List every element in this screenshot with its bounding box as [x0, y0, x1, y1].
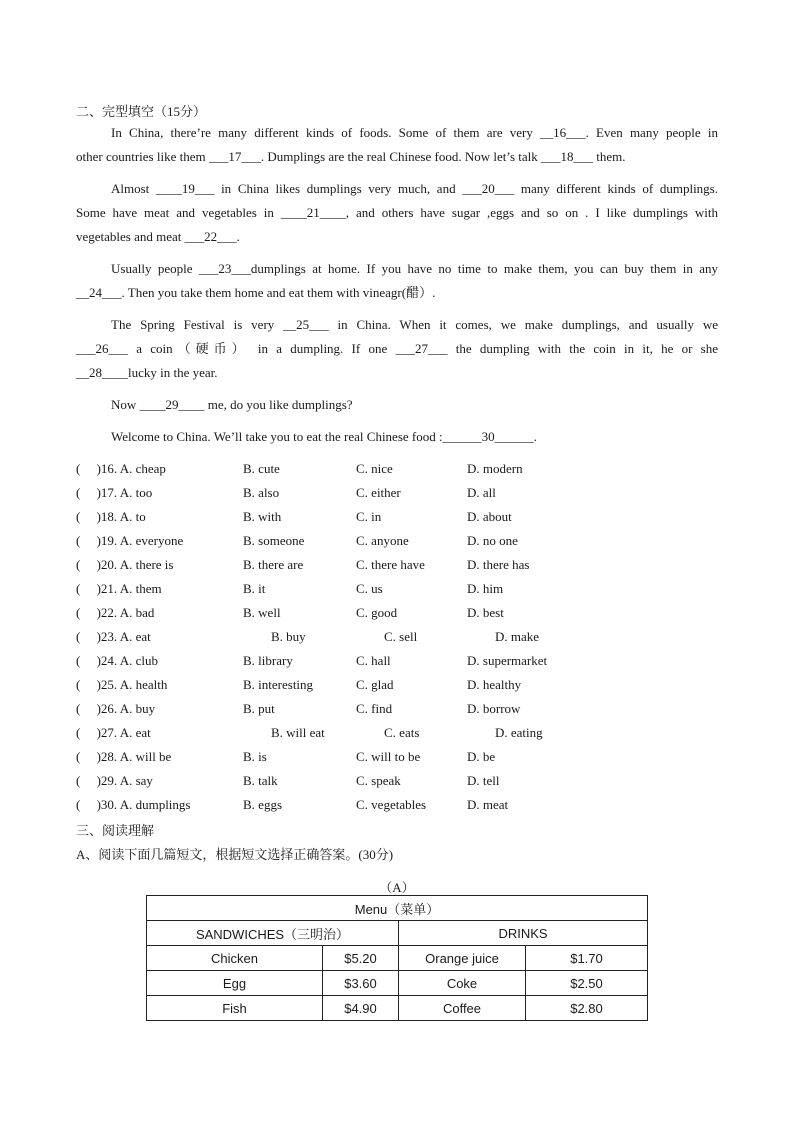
passage-line: Usually people ___23___dumplings at home. If you have no time to make them, you can buy them in any	[111, 261, 718, 276]
option-d: D. him	[467, 581, 504, 596]
option-c: C. us	[356, 581, 383, 596]
passage-line: Almost ____19___ in China likes dumplings very much, and ___20___ many different kinds of dumplings.	[111, 181, 718, 196]
option-b: B. is	[243, 749, 267, 764]
passage-paragraph-4	[76, 313, 718, 385]
question-row	[76, 697, 718, 721]
passage-paragraph-6	[76, 425, 718, 449]
drinks-header: DRINKS	[399, 921, 648, 946]
option-c: C. either	[356, 485, 401, 500]
option-d: D. no one	[467, 533, 518, 548]
sandwich-name: Egg	[147, 971, 323, 996]
menu-row	[147, 996, 648, 1021]
question-row	[76, 649, 718, 673]
option-d: D. tell	[467, 773, 500, 788]
question-stem-option-a: ( )18. A. to	[76, 509, 146, 524]
passage-paragraph-5	[76, 393, 718, 417]
question-stem-option-a: ( )16. A. cheap	[76, 461, 166, 476]
question-row	[76, 673, 718, 697]
passage-line: Now ____29____ me, do you like dumplings?	[111, 397, 353, 412]
option-b: B. with	[243, 509, 282, 524]
option-b: B. eggs	[243, 797, 282, 812]
question-stem-option-a: ( )25. A. health	[76, 677, 168, 692]
question-stem-option-a: ( )23. A. eat	[76, 629, 151, 644]
question-row	[76, 577, 718, 601]
question-stem-option-a: ( )22. A. bad	[76, 605, 155, 620]
question-stem-option-a: ( )21. A. them	[76, 581, 162, 596]
option-d: D. meat	[467, 797, 509, 812]
option-c: C. will to be	[356, 749, 421, 764]
passage-line: ___26___ a coin（硬币） in a dumpling. If one ___27___ the dumpling with the coin in it, he or she	[76, 341, 718, 356]
option-b: B. well	[243, 605, 281, 620]
option-b: B. someone	[243, 533, 305, 548]
option-c: C. glad	[356, 677, 394, 692]
option-c: C. hall	[356, 653, 391, 668]
passage-paragraph-1	[76, 121, 718, 169]
question-row	[76, 529, 718, 553]
option-c: C. eats	[384, 725, 420, 740]
option-b: B. buy	[271, 629, 306, 644]
option-b: B. talk	[243, 773, 278, 788]
drink-name: Orange juice	[399, 946, 526, 971]
drink-name: Coffee	[399, 996, 526, 1021]
option-c: C. nice	[356, 461, 393, 476]
option-b: B. it	[243, 581, 266, 596]
question-row	[76, 721, 718, 745]
question-stem-option-a: ( )27. A. eat	[76, 725, 151, 740]
passage-line: __24___. Then you take them home and eat them with vineagr(醋）.	[76, 285, 436, 300]
passage-line: In China, there’re many different kinds of foods. Some of them are very __16___. Even many people in	[111, 125, 718, 140]
question-row	[76, 553, 718, 577]
question-stem-option-a: ( )29. A. say	[76, 773, 153, 788]
option-d: D. supermarket	[467, 653, 548, 668]
option-d: D. be	[467, 749, 496, 764]
sandwiches-header: SANDWICHES（三明治）	[147, 921, 399, 946]
sandwich-name: Chicken	[147, 946, 323, 971]
sandwich-name: Fish	[147, 996, 323, 1021]
drink-name: Coke	[399, 971, 526, 996]
question-row	[76, 745, 718, 769]
option-c: C. anyone	[356, 533, 409, 548]
menu-table	[146, 895, 648, 1021]
option-d: D. modern	[467, 461, 523, 476]
question-row	[76, 481, 718, 505]
option-d: D. about	[467, 509, 512, 524]
drink-price: $2.50	[526, 971, 648, 996]
option-b: B. cute	[243, 461, 280, 476]
option-c: C. in	[356, 509, 382, 524]
question-row	[76, 601, 718, 625]
question-stem-option-a: ( )20. A. there is	[76, 557, 174, 572]
question-row	[76, 625, 718, 649]
option-b: B. also	[243, 485, 280, 500]
question-row	[76, 793, 718, 817]
drink-price: $1.70	[526, 946, 648, 971]
option-b: B. will eat	[271, 725, 325, 740]
option-d: D. make	[495, 629, 540, 644]
passage-paragraph-3	[76, 257, 718, 305]
menu-row	[147, 946, 648, 971]
question-stem-option-a: ( )26. A. buy	[76, 701, 156, 716]
option-b: B. interesting	[243, 677, 314, 692]
sandwich-price: $4.90	[323, 996, 399, 1021]
question-stem-option-a: ( )24. A. club	[76, 653, 158, 668]
passage-label: （A）	[379, 880, 415, 895]
option-c: C. good	[356, 605, 398, 620]
menu-title: Menu（菜单）	[147, 896, 648, 921]
option-c: C. there have	[356, 557, 425, 572]
option-d: D. eating	[495, 725, 543, 740]
option-d: D. there has	[467, 557, 530, 572]
passage-line: Welcome to China. We’ll take you to eat the real Chinese food :______30______.	[111, 429, 537, 444]
option-c: C. vegetables	[356, 797, 427, 812]
option-b: B. library	[243, 653, 293, 668]
question-stem-option-a: ( )17. A. too	[76, 485, 153, 500]
sandwich-price: $3.60	[323, 971, 399, 996]
question-row	[76, 769, 718, 793]
option-d: D. borrow	[467, 701, 521, 716]
passage-line: other countries like them ___17___. Dumplings are the real Chinese food. Now let’s talk ___18___ them.	[76, 149, 626, 164]
question-stem-option-a: ( )28. A. will be	[76, 749, 172, 764]
option-d: D. all	[467, 485, 496, 500]
question-row	[76, 457, 718, 481]
passage-line: Some have meat and vegetables in ____21____, and others have sugar ,eggs and so on . I like dumplings with	[76, 205, 718, 220]
passage-line: vegetables and meat ___22___.	[76, 229, 240, 244]
option-d: D. healthy	[467, 677, 522, 692]
reading-instructions: A、阅读下面几篇短文，根据短文选择正确答案。(30分)	[76, 847, 394, 862]
question-stem-option-a: ( )30. A. dumplings	[76, 797, 191, 812]
passage-line: The Spring Festival is very __25___ in China. When it comes, we make dumplings, and usually we	[111, 317, 718, 332]
option-c: C. speak	[356, 773, 401, 788]
option-b: B. put	[243, 701, 275, 716]
passage-paragraph-2	[76, 177, 718, 249]
option-d: D. best	[467, 605, 504, 620]
option-b: B. there are	[243, 557, 304, 572]
section-3-heading: 三、阅读理解	[76, 823, 155, 838]
menu-row	[147, 971, 648, 996]
question-stem-option-a: ( )19. A. everyone	[76, 533, 184, 548]
sandwich-price: $5.20	[323, 946, 399, 971]
question-row	[76, 505, 718, 529]
passage-line: __28____lucky in the year.	[76, 365, 218, 380]
option-c: C. find	[356, 701, 393, 716]
option-c: C. sell	[384, 629, 418, 644]
section-2-heading: 二、完型填空（15分）	[76, 104, 207, 119]
drink-price: $2.80	[526, 996, 648, 1021]
